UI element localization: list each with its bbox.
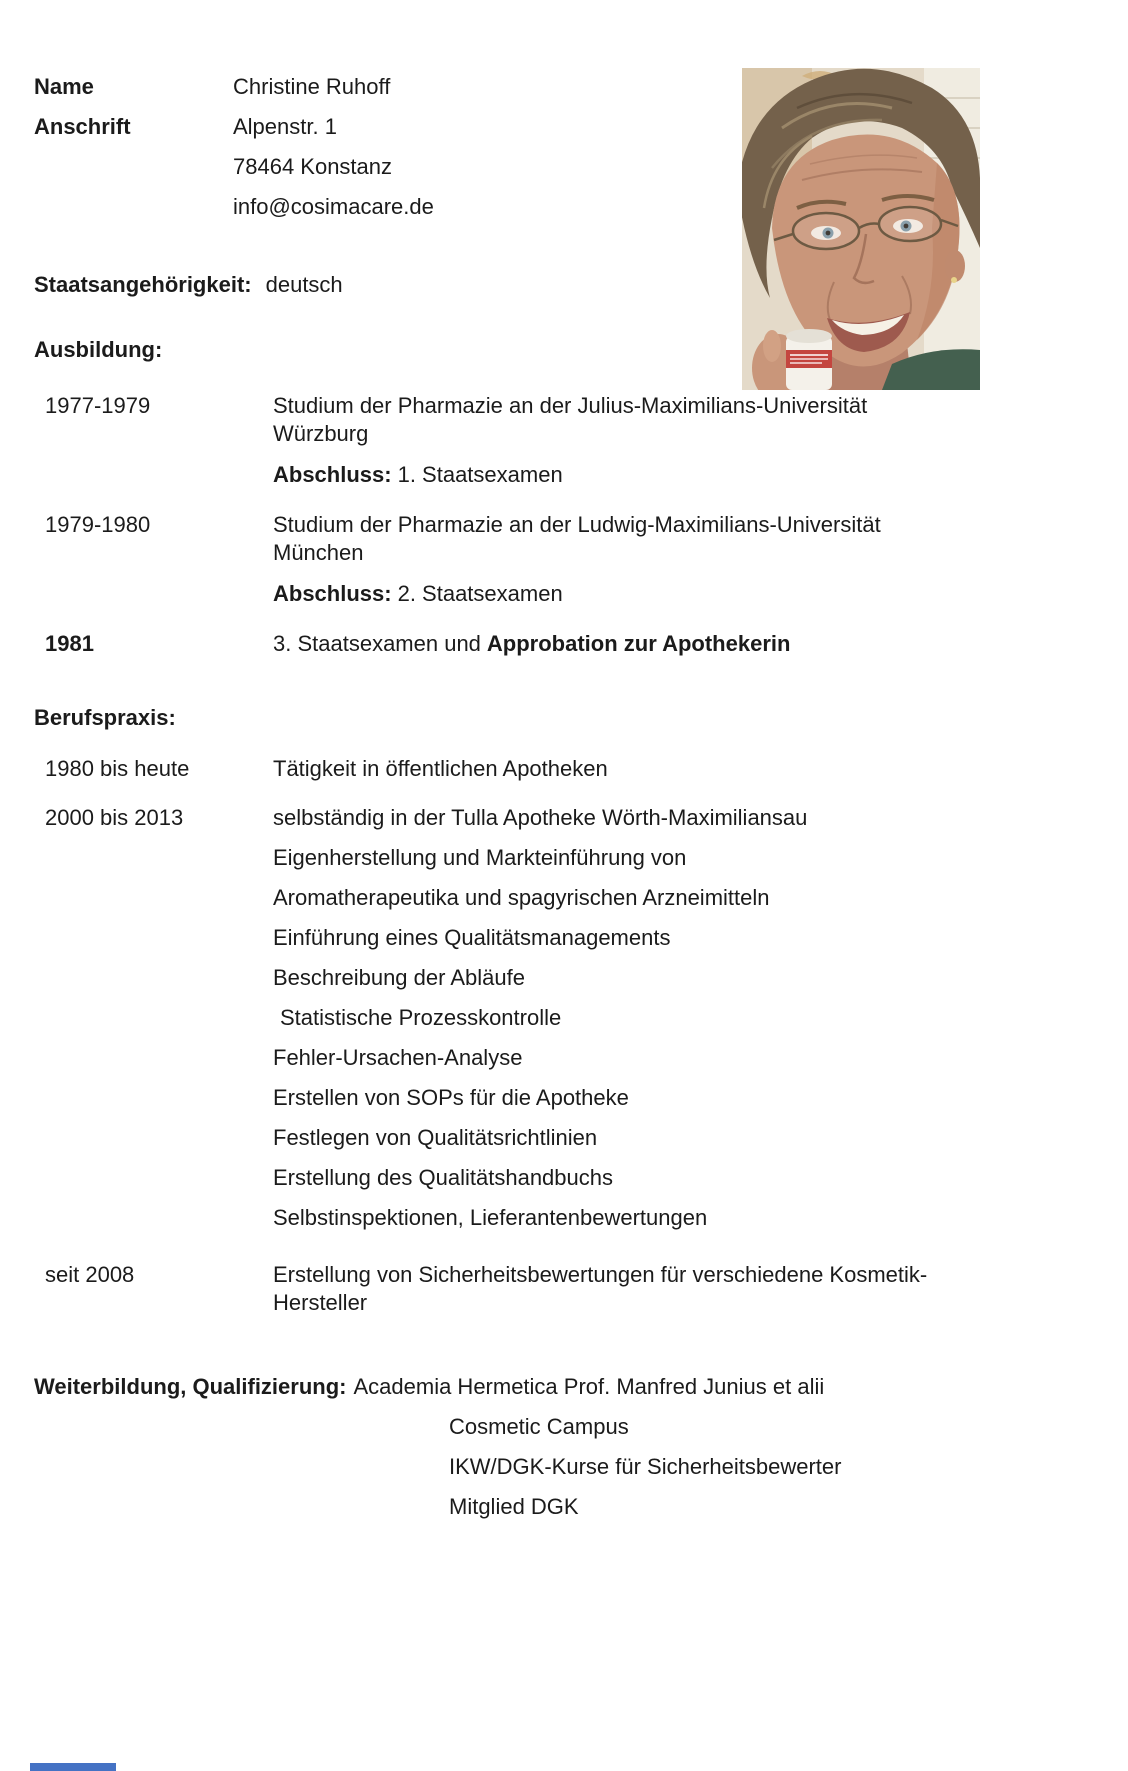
training-line: Mitglied DGK xyxy=(449,1494,579,1519)
name-value: Christine Ruhoff xyxy=(233,74,391,99)
education-date: 1979-1980 xyxy=(45,512,151,537)
nationality-label: Staatsangehörigkeit: xyxy=(34,272,252,297)
experience-date: seit 2008 xyxy=(45,1262,135,1287)
training-header xyxy=(34,1373,1128,1401)
education-description xyxy=(273,392,1128,489)
experience-line: Festlegen von Qualitätsrichtlinien xyxy=(273,1125,598,1150)
experience-entry xyxy=(34,804,1128,1244)
degree-value: 1. Staatsexamen xyxy=(397,462,563,487)
education-description xyxy=(273,511,1128,608)
name-label: Name xyxy=(34,74,94,99)
training-line: IKW/DGK-Kurse für Sicherheitsbewerter xyxy=(449,1454,842,1479)
experience-line: selbständig in der Tulla Apotheke Wörth-Maximiliansau xyxy=(273,805,808,830)
education-degree xyxy=(273,580,1108,608)
education-entry xyxy=(34,392,1128,489)
experience-line: Eigenherstellung und Markteinführung von xyxy=(273,845,687,870)
education-line: München xyxy=(273,540,364,565)
education-line: Studium der Pharmazie an der Julius-Maximilians-Universität xyxy=(273,393,868,418)
experience-line: Einführung eines Qualitätsmanagements xyxy=(273,925,671,950)
experience-description xyxy=(273,1261,1128,1317)
portrait-photo-image xyxy=(742,68,980,390)
experience-line: Beschreibung der Abläufe xyxy=(273,965,525,990)
experience-description xyxy=(273,804,1128,1244)
experience-line: Erstellung des Qualitätshandbuchs xyxy=(273,1165,613,1190)
education-description xyxy=(273,630,1128,658)
degree-value: 2. Staatsexamen xyxy=(397,581,563,606)
training-label: Weiterbildung, Qualifizierung: xyxy=(34,1374,347,1399)
address-line-street: Alpenstr. 1 xyxy=(233,114,337,139)
education-text-bold: Approbation zur Apothekerin xyxy=(486,631,791,656)
training-block xyxy=(34,1373,1128,1521)
training-first-line: Academia Hermetica Prof. Manfred Junius et alii xyxy=(353,1374,825,1399)
education-entry xyxy=(34,630,1128,658)
address-line-city: 78464 Konstanz xyxy=(233,154,393,179)
experience-line: Fehler-Ursachen-Analyse xyxy=(273,1045,523,1070)
education-text: 3. Staatsexamen und xyxy=(273,631,481,656)
experience-line: Statistische Prozesskontrolle xyxy=(280,1005,562,1030)
address-values xyxy=(233,113,434,233)
experience-description xyxy=(273,755,1128,783)
education-line: Studium der Pharmazie an der Ludwig-Maximilians-Universität xyxy=(273,512,881,537)
education-date: 1981 xyxy=(45,631,94,656)
education-line: Würzburg xyxy=(273,421,369,446)
experience-line: Selbstinspektionen, Lieferantenbewertungen xyxy=(273,1205,708,1230)
address-line-email: info@cosimacare.de xyxy=(233,194,434,219)
education-list xyxy=(34,392,1128,658)
education-date: 1977-1979 xyxy=(45,393,151,418)
experience-list xyxy=(34,755,1128,1317)
experience-line: Hersteller xyxy=(273,1290,368,1315)
experience-line: Tätigkeit in öffentlichen Apotheken xyxy=(273,756,608,781)
section-title-education: Ausbildung: xyxy=(34,337,163,362)
education-entry xyxy=(34,511,1128,608)
experience-entry xyxy=(34,755,1128,783)
experience-line: Erstellen von SOPs für die Apotheke xyxy=(273,1085,629,1110)
experience-line: Erstellung von Sicherheitsbewertungen für verschiedene Kosmetik- xyxy=(273,1262,928,1287)
education-degree xyxy=(273,461,1108,489)
portrait-photo xyxy=(742,68,980,390)
section-title-experience: Berufspraxis: xyxy=(34,705,176,730)
degree-label: Abschluss: xyxy=(273,581,392,606)
nationality-value: deutsch xyxy=(265,272,343,297)
experience-date: 1980 bis heute xyxy=(45,756,190,781)
footer-accent-bar xyxy=(30,1763,116,1771)
experience-line: Aromatherapeutika und spagyrischen Arzneimitteln xyxy=(273,885,770,910)
address-label: Anschrift xyxy=(34,114,131,139)
experience-entry xyxy=(34,1261,1128,1317)
training-line: Cosmetic Campus xyxy=(449,1414,629,1439)
degree-label: Abschluss: xyxy=(273,462,392,487)
experience-date: 2000 bis 2013 xyxy=(45,805,184,830)
